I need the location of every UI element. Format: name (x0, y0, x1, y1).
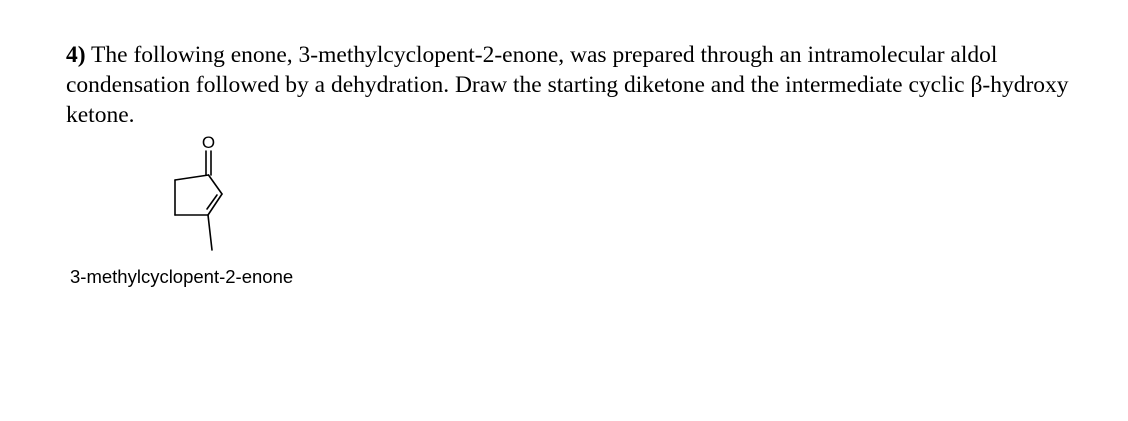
question-paragraph (66, 40, 1076, 130)
question-number: 4) (66, 42, 86, 68)
ring-bond-c2-c1 (209, 175, 223, 194)
molecule-structure-drawing (150, 132, 250, 257)
alkene-inner-bond-line (207, 195, 217, 209)
methyl-bond (208, 215, 212, 250)
question-text: The following enone, 3-methylcyclopent-2-enone, was prepared through an intramolecular aldol condensation followed by a dehydration. Draw the starting diketone and the intermediate cyclic β-hydroxy ketone. (66, 42, 1069, 128)
oxygen-atom-label: O (201, 133, 216, 152)
molecule-caption: 3-methylcyclopent-2-enone (70, 266, 294, 287)
ring-bond-c1-c5 (175, 175, 209, 180)
